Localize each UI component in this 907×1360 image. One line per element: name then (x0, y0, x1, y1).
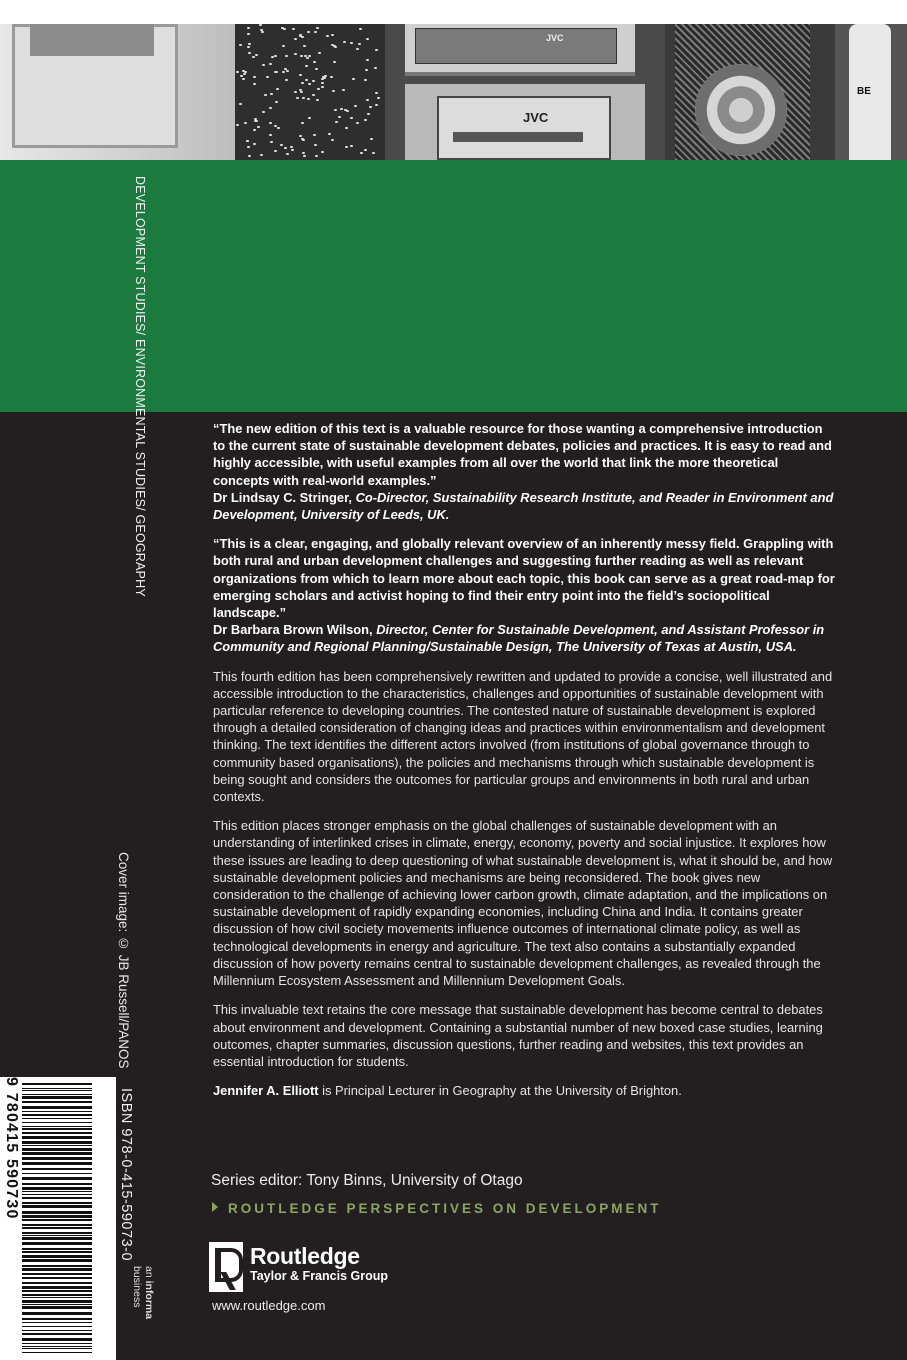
author-bio (213, 1082, 838, 1099)
photo-panel-window (0, 24, 235, 160)
cover-image-credit: Cover image: © JB Russell/PANOS (116, 852, 131, 1069)
endorsement-attribution (213, 489, 838, 523)
endorsement-attribution (213, 621, 838, 655)
publisher-logo (250, 1243, 388, 1284)
photo-panel-stereo (385, 24, 665, 160)
isbn: ISBN 978-0-415-59073-0 (118, 1088, 134, 1262)
barcode (0, 1077, 116, 1360)
barcode-bars (22, 1077, 92, 1360)
endorser-name: Dr Lindsay C. Stringer, (213, 489, 352, 505)
publisher-name: Routledge (250, 1243, 360, 1269)
photo-panel-bottle (835, 24, 907, 160)
cover-photo (0, 0, 907, 160)
routledge-logo-icon (209, 1242, 243, 1292)
photo-panel-speaker (665, 24, 835, 160)
device-label: JVC (523, 110, 549, 125)
informa-suffix: business (131, 1266, 143, 1308)
bottle-label: BE (857, 86, 871, 97)
endorser-name: Dr Barbara Brown Wilson, (213, 622, 373, 638)
publisher-url: www.routledge.com (212, 1298, 326, 1313)
series-editor: Series editor: Tony Binns, University of Otago (211, 1172, 523, 1189)
series-title (212, 1201, 662, 1216)
description-paragraph: This invaluable text retains the core message that sustainable development has become central to debates about environment and development. Containing a substantial number of new boxed case studies, learning outcomes, chapter summaries, discussion questions, further reading and websites, this text provides an essential introduction for students. (213, 1002, 823, 1069)
subject-category: DEVELOPMENT STUDIES/ ENVIRONMENTAL STUDIES/ GEOGRAPHY (133, 176, 147, 597)
author-name: Jennifer A. Elliott (213, 1083, 319, 1099)
barcode-digits: 9 780415 590730 (3, 1077, 20, 1220)
endorsement-quote: “This is a clear, engaging, and globally relevant overview of an inherently messy field. Grappling with both rural and urban development challenges and suggesting further reading as well as relevant organizations from which to learn more about each topic, this book can serve as a great road-map for emerging scholars and activist hoping to find their entry point into the field’s sociopolitical landscape.” (213, 536, 835, 621)
endorser-role: Director, Center for Sustainable Development, and Assistant Professor in Community and Regional Planning/Sustainable Design, The University of Texas at Austin, USA. (213, 622, 825, 655)
informa-prefix: an (143, 1266, 155, 1281)
back-cover-text (213, 420, 838, 1099)
chevron-right-icon (212, 1202, 218, 1212)
description-paragraph: This edition places stronger emphasis on the global challenges of sustainable development with an understanding of interlinked crises in climate, energy, economy, poverty and social injustice. It explores how these issues are leading to deep questioning of what sustainable development is, what it should be, and how sustainable development policies and mechanisms are being reconsidered. The book gives new consideration to the challenge of achieving lower carbon growth, climate adaptation, and the implications on sustainable development of rapidly expanding economies, including China and India. It contains greater discussion of how civil society movements influence outcomes of international climate policy, as well as technological developments in energy and agriculture. The text also contains a substantially expanded discussion of how poverty remains central to sustainable development challenges, as revealed through the Millennium Ecosystem Assessment and Millennium Development Goals. (213, 818, 833, 989)
publisher-group: Taylor & Francis Group (250, 1269, 388, 1283)
informa-name: informa (143, 1280, 155, 1320)
endorser-role: Co-Director, Sustainability Research Institute, and Reader in Environment and Development, University of Leeds, UK. (213, 489, 834, 523)
series-title-text: ROUTLEDGE PERSPECTIVES ON DEVELOPMENT (228, 1201, 662, 1216)
author-bio-text: is Principal Lecturer in Geography at the University of Brighton. (318, 1083, 682, 1099)
photo-panel-birds-curtain (235, 24, 385, 160)
informa-business-tag (131, 1266, 155, 1360)
endorsement-quote: “The new edition of this text is a valuable resource for those wanting a comprehensive introduction to the current state of sustainable development debates, policies and practices. It is easy to read and highly accessible, with useful examples from all over the world that link the more theoretical concepts with real-world examples.” (213, 421, 832, 488)
description-paragraph: This fourth edition has been comprehensively rewritten and updated to provide a concise, well illustrated and accessible introduction to the characteristics, challenges and opportunities of sustainable development with particular reference to developing countries. The contested nature of sustainable development is explored through a detailed consideration of changing ideas and practices within environmentalism and development thinking. The text identifies the different actors involved (from institutions of global governance through to community based organisations), the policies and mechanisms through which sustainable development is being sought and considers the outcomes for particular groups and environments in both rural and urban contexts. (213, 668, 833, 805)
device-label: JVC (546, 33, 564, 43)
